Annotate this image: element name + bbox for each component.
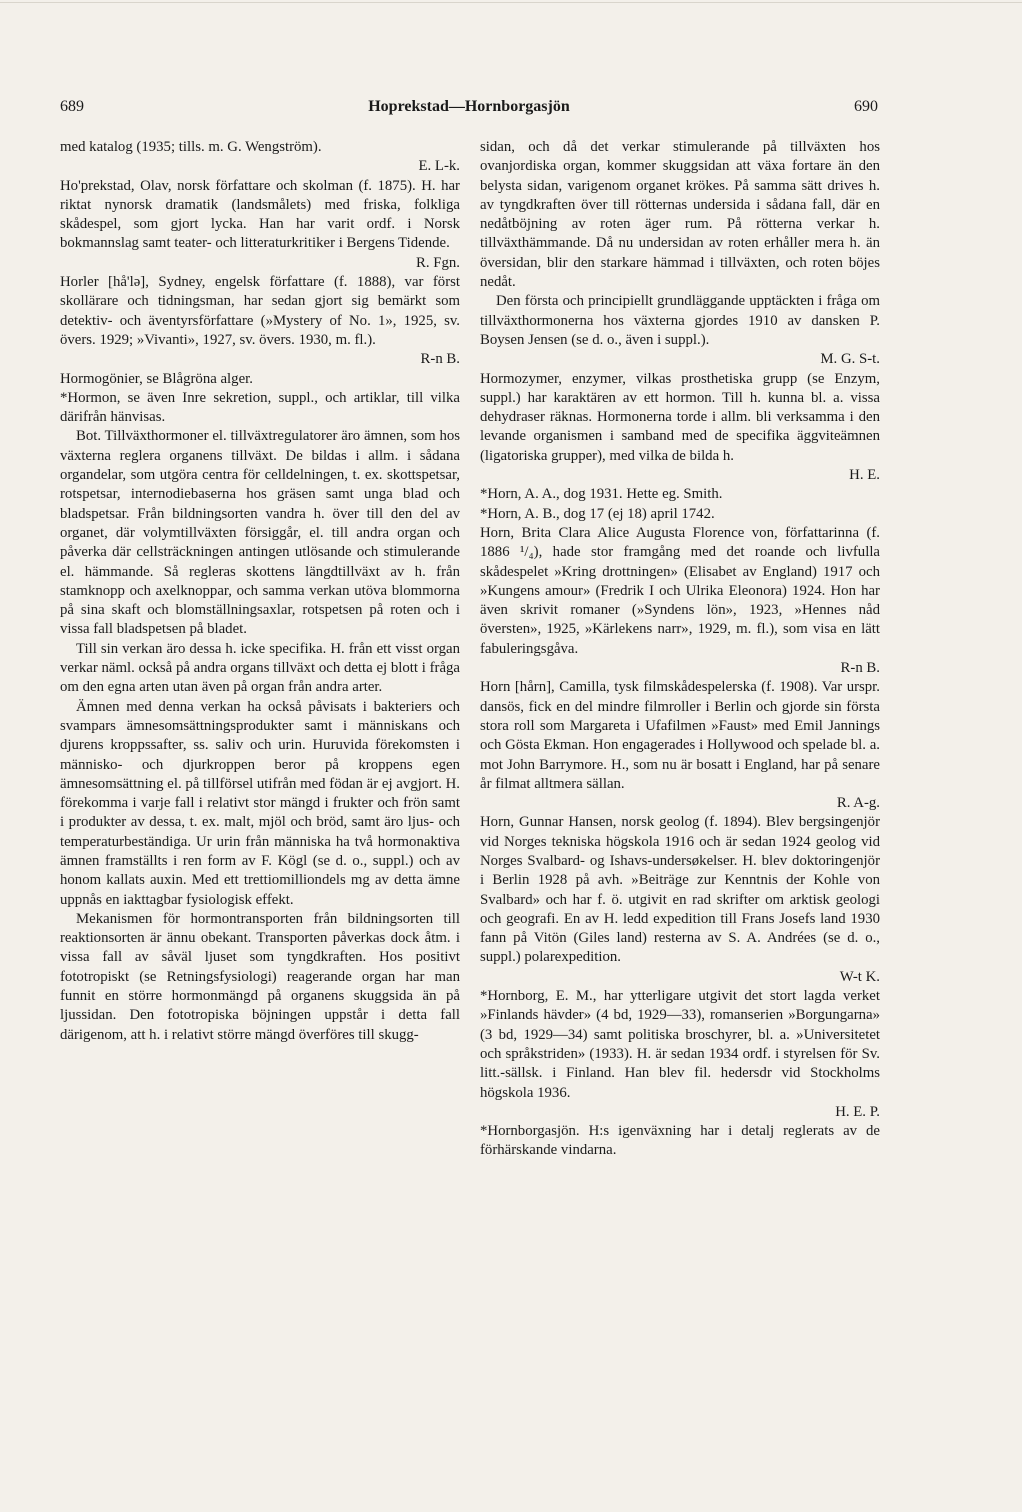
running-title: Hoprekstad—Hornborgasjön [368,98,570,115]
entry-horn-ab: *Horn, A. B., dog 17 (ej 18) april 1742. [480,505,715,522]
author-signature: W-t K. [839,968,880,985]
author-signature: R-n B. [420,351,460,368]
paragraph: Den första och principiellt grundläggande upptäckten i fråga om tillväxthormonerna hos växterna gjordes 1910 av dansken P. Boysen Jensen (se d. o., även i suppl.). [480,293,880,348]
entry-hornborgasjon: *Hornborgasjön. H:s igenväxning har i detalj reglerats av de förhärskande vindarna. [480,1123,880,1159]
page-number-left: 689 [60,98,84,115]
paragraph: Mekanismen för hormontransporten från bildningsorten till reaktionsorten är ännu obekant. Transporten påverkas dock åtm. i vissa fall av såväl ljuset som tyngdkraften. Hos positivt fototropiskt (se Retningsfysiologi) reagerande organ har man funnit en större hormonmängd på organens skuggsida än på ljussidan. Den fototropiska böjningen uppstår i detta fall därigenom, att h. i relativt större mängd överföres till skugg- [60,910,460,1043]
author-signature: H. E. [849,467,880,484]
entry-horn-gunnar: Horn, Gunnar Hansen, norsk geolog (f. 1894). Blev bergsingenjör vid Norges tekniska högskola 1916 och är sedan 1924 geolog vid Norges Svalbard- og Ishavs-undersøkelser. H. blev doktoringenjör i Berlin 1928 på avh. »Beiträge zur Kenntnis der Kohle von Svalbard» och har f. ö. utgivit en rad skrifter om arktisk geologi och geografi. En av H. ledd expedition till Frans Josefs land 1930 fann på Vitön (Giles land) resterna av S. A. Andrées (se d. o., suppl.) polarexpedition. [480,814,880,966]
paragraph: Bot. Tillväxthormoner el. tillväxtregulatorer äro ämnen, som hos växterna reglera organens tillväxt. De bildas i allm. i sådana organdelar, som utgöra centra för celldelningen, t. ex. skottspetsar, rotspetsar, internodiebaserna hos gräsen samt unga blad och bladspetsar. Från bildningsorten vandra h. över till den del av organet, där volymtillväxten försiggår, el. till andra organ och påverka där cellsträckningen antingen utlösande och stimulerande el. hämmande. Så regleras skottens längdtillväxt av h. från stamknopp och axelknoppar, och samma verkan utöva blommorna på sina skaft och blomställningsaxlar, rotspetsen på roten och i vissa fall bladspetsen på bladet. [60,428,460,638]
entry-hornborg: *Hornborg, E. M., har ytterligare utgivit det stort lagda verket »Finlands hävder» (4 bd, 1929—33), romanserien »Borgungarna» (3 bd, 1929—34) samt politiska broschyrer, bl. a. »Universitetet och språkstriden» (1933). H. är sedan 1934 ordf. i styrelsen för Sv. litt.-sällsk. i Finland. Han blev fil. hedersdr vid Stockholms högskola 1936. [480,988,880,1101]
entry-horler: Horler [hå'lə], Sydney, engelsk författare (f. 1888), var först skollärare och tidningsman, har sedan gjort sig bemärkt som detektiv- och äventyrsförfattare (»Mystery of No. 1», 1925, sv. övers. 1929; »Vivanti», 1927, sv. övers. 1930, m. fl.). [60,274,460,348]
entry-horn-camilla: Horn [hårn], Camilla, tysk filmskådespelerska (f. 1908). Var urspr. dansös, fick en del mindre filmroller i Berlin och gjorde sin första stora roll som Margareta i Ufafilmen »Faust» med Emil Jannings och Gösta Ekman. Hon engagerades i Hollywood och spelade bl. a. mot John Barrymore. H., som nu är bosatt i England, har på senare år filmat alltmera sällan. [480,679,880,792]
author-signature: E. L-k. [418,158,460,175]
entry-hormozymer: Hormozymer, enzymer, vilkas prosthetiska grupp (se Enzym, suppl.) har karaktären av ett hormon. Till h. kunna bl. a. vissa dehydraser räknas. Hormonerna torde i allm. bli verksamma i den levande organismen i samband med de specifika äggviteämnen (ligatoriska grupper), med vilka de bilda h. [480,370,880,464]
entry-hormogonier: Hormogönier, se Blågröna alger. [60,370,253,387]
paragraph: Till sin verkan äro dessa h. icke specifika. H. från ett visst organ verkar näml. också på andra organs tillväxt och detta ej blott i fråga om den egna arten utan även på organ från andra arter. [60,640,460,696]
right-column [480,138,880,1368]
top-rule [0,2,1022,3]
author-signature: R. A-g. [836,795,880,812]
entry-hormon: *Hormon, se även Inre sekretion, suppl., och artiklar, till vilka därifrån hänvisas. [60,389,460,426]
page-number-right: 690 [854,98,878,115]
paragraph: sidan, och då det verkar stimulerande på tillväxten hos ovanjordiska organ, kommer skuggsidan att växa fortare än den belysta sidan, varigenom organet krökes. På samma sätt drives h. av tyngdkraften över till rötternas undersida i sådana fall, där en nedåtböjning av roten äger rum. På rötterna verkar h. tillväxthämmande. Då nu undersidan av roten erhåller mera h. än översidan, blir den starkare hämmad i tillväxten, och roten böjes nedåt. [480,139,880,291]
page-header [60,98,878,120]
paragraph: med katalog (1935; tills. m. G. Wengström). [60,139,322,155]
author-signature: H. E. P. [835,1103,880,1120]
entry-horn-brita: Horn, Brita Clara Alice Augusta Florence von, författarinna (f. 1886 ¹/₄), hade stor framgång med det roande och livfulla skådespelet »Kring drottningen» (Elisabet av England) 1917 och »Kungens amour» (Fredrik I och Ulrika Eleonora) 1924. Hon har även skrivit romaner (»Syndens lön», 1923, »Hennes nåd översten», 1925, »Kärlekens narr», 1929, m. fl.), som visa en lätt fabuleringsgåva. [480,524,880,657]
author-signature: R. Fgn. [416,254,460,271]
left-column [60,138,460,1368]
author-signature: R-n B. [840,660,880,677]
entry-horn-aa: *Horn, A. A., dog 1931. Hette eg. Smith. [480,486,723,503]
author-signature: M. G. S-t. [820,351,880,368]
paragraph: Ämnen med denna verkan ha också påvisats i bakteriers och svampars ämnesomsättningsprodukter samt i människans och djurens kroppssafter, ss. saliv och urin. Huruvida förekomsten i människo- och djurkroppen beror på kroppens egen ämnesomsättning el. på tillförsel utifrån med födan är ej avgjort. H. förekomma i varje fall i relativt stor mängd i frukter och frön samt i produkter av dessa, t. ex. malt, mjöl och bröd, samt äro ljus- och temperaturbeständiga. Ur urin från människa ha två hormonaktiva ämnen framställts i ren form av F. Kögl (se d. o., suppl.) och av honom kallats auxin. Med ett trettiomilliondels mg av detta ämne uppnås en iakttagbar fysiologisk effekt. [60,698,460,908]
entry-hoprekstad: Ho'prekstad, Olav, norsk författare och skolman (f. 1875). H. har riktat nynorsk dramatik (landsmålets) med friska, folkliga skådespel, som gjort lycka. Han har varit ordf. i Norsk bokmannslag samt teater- och litteraturkritiker i Bergens Tidende. [60,177,460,252]
